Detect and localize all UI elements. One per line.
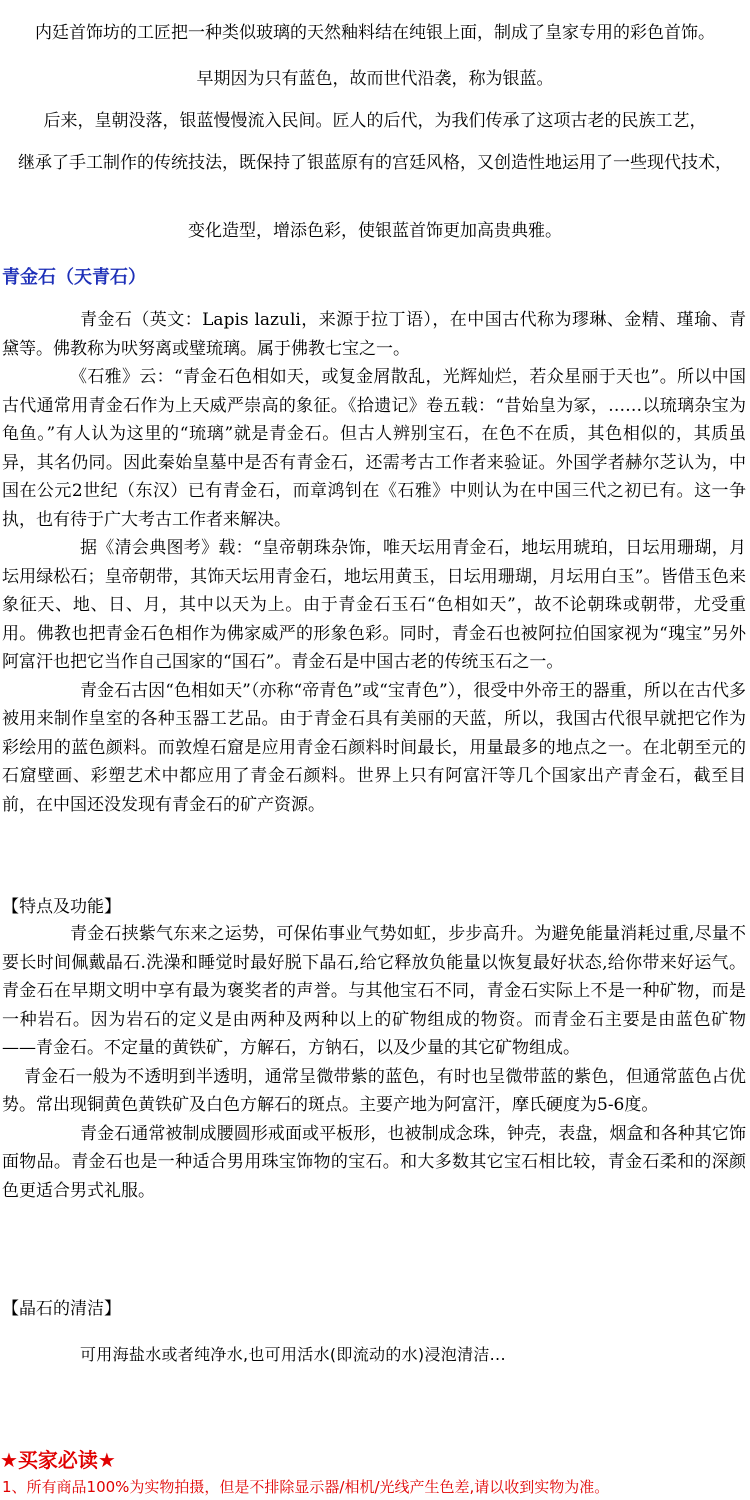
intro-line-3: 后来，皇朝没落，银蓝慢慢流入民间。匠人的后代，为我们传承了这项古老的民族工艺，	[43, 111, 707, 131]
features-paragraph-1: 青金石挟紫气东来之运势，可保佑事业气势如虹，步步高升。为避免能量消耗过重,尽量不要长时间佩戴晶石.洗澡和睡觉时最好脱下晶石,给它释放负能量以恢复最好状态,给你带来好运气。青金石在早期文明中享有最为褒奖者的声誉。与其他宝石不同，青金石实际上不是一种矿物，而是一种岩石。因为岩石的定义是由两种及两种以上的矿物组成的物资。而青金石主要是由蓝色矿物——青金石。不定量的黄铁矿，方解石，方钠石，以及少量的其它矿物组成。	[2, 924, 746, 1058]
section-title: 青金石（天青石）	[2, 267, 146, 288]
paragraph-imperial: 青金石古因“色相如天”（亦称“帝青色”或“宝青色”），很受中外帝王的器重，所以在古代多被用来制作皇室的各种玉器工艺品。由于青金石具有美丽的天蓝，所以，我国古代很早就把它作为彩绘用的蓝色颜料。而敦煌石窟是应用青金石颜料时间最长，用量最多的地点之一。在北朝至元的石窟壁画、彩塑艺术中都应用了青金石颜料。世界上只有阿富汗等几个国家出产青金石，截至目前，在中国还没发现有青金石的矿产资源。	[2, 680, 746, 815]
features-body	[2, 920, 746, 1205]
intro-line-4: 继承了手工制作的传统技法，既保持了银蓝原有的宫廷风格，又创造性地运用了一些现代技术，	[18, 153, 732, 173]
intro-line-4-wrap	[0, 152, 750, 174]
paragraph-history: 《石雅》云：“青金石色相如天，或复金屑散乱，光辉灿烂，若众星丽于天也”。所以中国古代通常用青金石作为上天威严崇高的象征。《拾遗记》卷五载：“昔始皇为冢，……以琉璃杂宝为龟鱼。”有人认为这里的“琉璃”就是青金石。但古人辨别宝石，在色不在质，其色相似的，其质虽异，其名仍同。因此秦始皇墓中是否有青金石，还需考古工作者来验证。外国学者赫尔芝认为，中国在公元2世纪（东汉）已有青金石，而章鸿钊在《石雅》中则认为在中国三代之初已有。这一争执，也有待于广大考古工作者来解决。	[2, 367, 746, 530]
notice-item-1: 1、所有商品100%为实物拍摄，但是不排除显示器/相机/光线产生色差,请以收到实物为准。	[2, 1478, 610, 1496]
features-paragraph-2: 青金石一般为不透明到半透明，通常呈微带紫的蓝色，有时也呈微带蓝的紫色，但通常蓝色占优势。常出现铜黄色黄铁矿及白色方解石的斑点。主要产地为阿富汗，摩氏硬度为5-6度。	[2, 1066, 746, 1115]
notice-title: ★买家必读★	[0, 1448, 116, 1472]
intro-line-1: 内廷首饰坊的工匠把一种类似玻璃的天然釉料结在纯银上面，制成了皇家专用的彩色首饰。	[35, 23, 715, 43]
intro-line-2-wrap	[0, 68, 750, 90]
paragraph-qing: 据《清会典图考》载：“皇帝朝珠杂饰，唯天坛用青金石，地坛用琥珀，日坛用珊瑚，月坛用绿松石；皇帝朝带，其饰天坛用青金石，地坛用黄玉，日坛用珊瑚，月坛用白玉”。皆借玉色来象征天、地、日、月，其中以天为上。由于青金石玉石“色相如天”，故不论朝珠或朝带，尤受重用。佛教也把青金石色相作为佛家威严的形象色彩。同时，青金石也被阿拉伯国家视为“瑰宝”另外阿富汗也把它当作自己国家的“国石”。青金石是中国古老的传统玉石之一。	[2, 538, 746, 672]
paragraph-intro: 青金石（英文：Lapis lazuli，来源于拉丁语），在中国古代称为璆琳、金精、瑾瑜、青黛等。佛教称为吠努离或璧琉璃。属于佛教七宝之一。	[2, 310, 746, 359]
features-paragraph-3: 青金石通常被制成腰圆形戒面或平板形，也被制成念珠，钟壳，表盘，烟盒和各种其它饰面物品。青金石也是一种适合男用珠宝饰物的宝石。和大多数其它宝石相比较，青金石柔和的深颜色更适合男式礼服。	[2, 1123, 746, 1201]
intro-line-2: 早期因为只有蓝色，故而世代沿袭，称为银蓝。	[196, 69, 554, 89]
cleaning-heading: 【晶石的清洁】	[2, 1299, 121, 1319]
features-heading: 【特点及功能】	[2, 897, 121, 917]
cleaning-text: 可用海盐水或者纯净水,也可用活水(即流动的水)浸泡清洁...	[80, 1345, 506, 1364]
main-body	[2, 306, 746, 819]
intro-block	[0, 22, 750, 44]
intro-line-3-wrap	[0, 110, 750, 132]
intro-line-5: 变化造型，增添色彩，使银蓝首饰更加高贵典雅。	[188, 221, 562, 241]
intro-line-5-wrap	[0, 220, 750, 242]
